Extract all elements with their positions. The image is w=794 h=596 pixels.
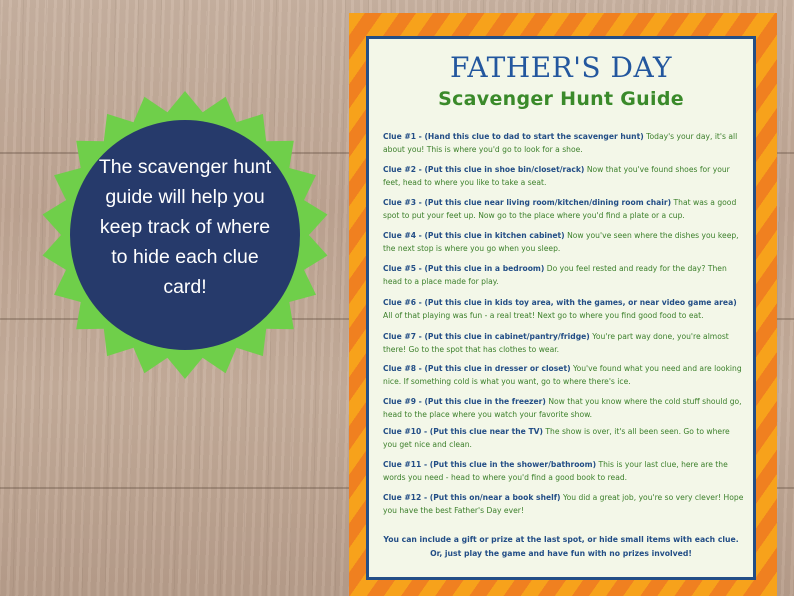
clue-text: You're part way done, you're almost there! Go to the spot that has clothes to wear. <box>383 332 729 354</box>
clue-text: Now that you've found shoes for your feet, head to where you like to take a seat. <box>383 165 730 187</box>
badge-caption: The scavenger hunt guide will help you keep track of where to hide each clue card! <box>98 156 272 298</box>
clue-item <box>383 163 745 189</box>
clue-label: Clue #5 - (Put this clue in a bedroom) <box>383 264 545 273</box>
clue-label: Clue #6 - (Put this clue in kids toy area, with the games, or near video game area) <box>383 298 737 307</box>
scavenger-hunt-guide-card <box>349 13 777 596</box>
clue-item <box>383 196 745 222</box>
clue-text: Now you've seen where the dishes you keep, the next stop is where you go when you sleep. <box>383 231 739 253</box>
guide-title: FATHER'S DAY <box>449 51 673 84</box>
clue-label: Clue #10 - (Put this clue near the TV) <box>383 427 543 436</box>
clue-item <box>383 491 745 517</box>
clue-text: The show is over, it's all been seen. Go to where you get nice and clean. <box>383 427 730 449</box>
clue-item <box>383 130 745 156</box>
clue-text: You did a great job, you're so very clever! Hope you have the best Father's Day ever! <box>383 493 744 515</box>
clue-item <box>383 425 745 451</box>
starburst-badge <box>40 90 330 380</box>
clue-label: Clue #2 - (Put this clue in shoe bin/closet/rack) <box>383 165 585 174</box>
clue-label: Clue #8 - (Put this clue in dresser or closet) <box>383 364 571 373</box>
clue-text: Today's your day, it's all about you! This is where you'd go to look for a shoe. <box>383 132 738 154</box>
clue-item <box>383 262 745 288</box>
clue-text: All of that playing was fun - a real treat! Next go to where you find good food to eat. <box>383 311 704 320</box>
guide-content <box>366 36 756 580</box>
clue-label: Clue #11 - (Put this clue in the shower/bathroom) <box>383 460 597 469</box>
clue-label: Clue #12 - (Put this on/near a book shelf) <box>383 493 561 502</box>
clue-item <box>383 395 745 421</box>
guide-footer-line: Or, just play the game and have fun with no prizes involved! <box>430 549 692 558</box>
clue-label: Clue #1 - (Hand this clue to dad to start the scavenger hunt) <box>383 132 644 141</box>
clue-item <box>383 362 745 388</box>
clue-item <box>383 330 745 356</box>
clue-item <box>383 229 745 255</box>
clue-label: Clue #4 - (Put this clue in kitchen cabinet) <box>383 231 565 240</box>
clue-text: That was a good spot to put your feet up. Now go to the place where you'd find a plate or a cup. <box>383 198 737 220</box>
clue-item <box>383 296 745 322</box>
clue-item <box>383 458 745 484</box>
guide-footer-line: You can include a gift or prize at the last spot, or hide small items with each clue. <box>383 535 739 544</box>
clue-label: Clue #7 - (Put this clue in cabinet/pantry/fridge) <box>383 332 590 341</box>
clue-label: Clue #9 - (Put this clue in the freezer) <box>383 397 546 406</box>
clue-text: Do you feel rested and ready for the day? Then head to a place made for play. <box>383 264 727 286</box>
clue-label: Clue #3 - (Put this clue near living room/kitchen/dining room chair) <box>383 198 672 207</box>
clue-text: You've found what you need and are looking nice. If something cold is what you want, go to where there's ice. <box>383 364 742 386</box>
clue-text: This is your last clue, here are the words you need - head to where you'd find a good book to read. <box>383 460 728 482</box>
guide-subtitle: Scavenger Hunt Guide <box>438 88 684 110</box>
clue-text: Now that you know where the cold stuff should go, head to the place where you watch your favorite show. <box>383 397 742 419</box>
